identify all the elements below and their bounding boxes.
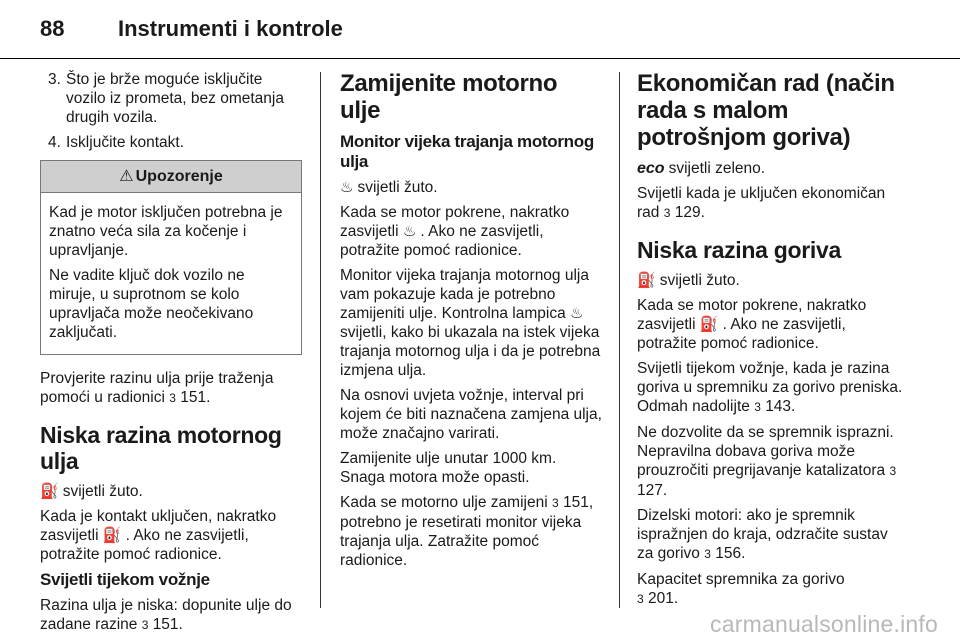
paragraph: Kada je kontakt uključen, nakratko zasvijetli ⛽ . Ako ne zasvijetli, potražite pomoć radionice. xyxy=(40,508,277,563)
paragraph: Svijetli tijekom vožnje, kada je razina goriva u spremniku za gorivo preniska. Odmah nadolijte 3 143. xyxy=(637,360,903,415)
eco-icon: eco xyxy=(637,160,665,177)
page-ref-arrow-icon: 3 xyxy=(141,618,149,632)
paragraph: Zamijenite ulje unutar 1000 km. Snaga motora može opasti. xyxy=(340,450,557,486)
list-item: 4. Isključite kontakt. xyxy=(48,134,185,151)
paragraph: ⛽ svijetli žuto. xyxy=(40,483,143,500)
warning-box xyxy=(40,160,302,355)
warning-header xyxy=(41,161,301,193)
section-title: Niska razina motornog ulja xyxy=(40,422,282,474)
section-title: Zamijenite motorno ulje xyxy=(340,70,558,124)
page-ref-arrow-icon: 3 xyxy=(169,391,176,405)
page-ref-arrow-icon: 3 xyxy=(754,400,761,414)
oil-change-icon: ♨ xyxy=(340,179,354,196)
section-title: Ekonomičan rad (način rada s malom potrošnjom goriva) xyxy=(637,70,895,151)
fuel-pump-icon: ⛽ xyxy=(637,272,656,289)
warning-paragraph: Ne vadite ključ dok vozilo ne miruje, u suprotnom se kolo upravljača može neočekivano zaključati. xyxy=(49,267,254,341)
oil-change-icon: ♨ xyxy=(402,223,417,240)
paragraph: eco svijetli zeleno. xyxy=(637,160,766,177)
paragraph: Monitor vijeka trajanja motornog ulja vam pokazuje kada je potrebno zamijeniti ulje. Kontrolna lampica ♨ svijetli, kako bi ukazala na istek vijeka trajanja motornog ulja i da je potrebna izmjena ulja. xyxy=(340,267,601,379)
page-ref-arrow-icon: 3 xyxy=(637,592,644,606)
paragraph: Kada se motor pokrene, nakratko zasvijetli ⛽ . Ako ne zasvijetli, potražite pomoć radionice. xyxy=(637,297,867,352)
steps-list xyxy=(40,70,302,152)
paragraph: Svijetli kada je uključen ekonomičan rad 3 129. xyxy=(637,185,886,221)
oil-change-icon: ♨ xyxy=(570,305,584,322)
paragraph: ⛽ svijetli žuto. xyxy=(637,272,740,289)
page-header xyxy=(40,16,343,52)
oil-can-icon: ⛽ xyxy=(102,527,122,544)
paragraph: ♨ svijetli žuto. xyxy=(340,179,438,196)
oil-can-icon: ⛽ xyxy=(40,483,59,500)
column-middle xyxy=(340,70,602,576)
paragraph: Dizelski motori: ako je spremnik ispražnjen do kraja, odzračite sustav za gorivo 3 156. xyxy=(637,507,888,562)
page-title: Instrumenti i kontrole xyxy=(118,16,343,41)
warning-title: Upozorenje xyxy=(135,168,223,185)
paragraph: Na osnovi uvjeta vožnje, interval pri kojem će biti naznačena zamjena ulja, može značajno varirati. xyxy=(340,387,602,442)
warning-paragraph: Kad je motor isključen potrebna je znatno veća sila za kočenje i upravljanje. xyxy=(49,204,283,259)
paragraph: Provjerite razinu ulja prije traženja pomoći u radionici 3 151. xyxy=(40,370,274,406)
paragraph: Ne dozvolite da se spremnik isprazni. Nepravilna dobava goriva može prouzročiti pregrijavanje katalizatora 3 127. xyxy=(637,424,897,499)
header-rule xyxy=(0,58,960,59)
paragraph: Razina ulja je niska: dopunite ulje do zadane razine 3 151. xyxy=(40,597,292,633)
column-right xyxy=(637,70,905,615)
page-number: 88 xyxy=(40,16,65,41)
section-title: Niska razina goriva xyxy=(637,237,841,263)
subsection-title: Svijetli tijekom vožnje xyxy=(40,570,210,589)
page-ref-arrow-icon: 3 xyxy=(551,496,559,510)
subsection-title: Monitor vijeka trajanja motornog ulja xyxy=(340,132,594,171)
paragraph: Kada se motorno ulje zamijeni 3 151, potrebno je resetirati monitor vijeka trajanja ulja. Zatražite pomoć radionice. xyxy=(340,494,594,569)
page-ref-arrow-icon: 3 xyxy=(889,464,897,478)
column-left xyxy=(40,70,302,641)
paragraph: Kapacitet spremnika za gorivo 3 201. xyxy=(637,571,845,607)
watermark: carmanualsonline.info xyxy=(710,611,938,637)
page-ref-arrow-icon: 3 xyxy=(663,206,671,220)
list-item: 3. Što je brže moguće isključite vozilo iz prometa, bez ometanja drugih vozila. xyxy=(48,71,284,126)
column-divider xyxy=(320,72,321,608)
page-ref-arrow-icon: 3 xyxy=(704,547,711,561)
fuel-pump-icon: ⛽ xyxy=(699,316,719,333)
warning-body xyxy=(41,193,301,354)
column-divider xyxy=(619,72,620,608)
paragraph: Kada se motor pokrene, nakratko zasvijetli ♨ . Ako ne zasvijetli, potražite pomoć radionice. xyxy=(340,204,570,259)
warning-triangle-icon: ⚠ xyxy=(119,168,134,185)
